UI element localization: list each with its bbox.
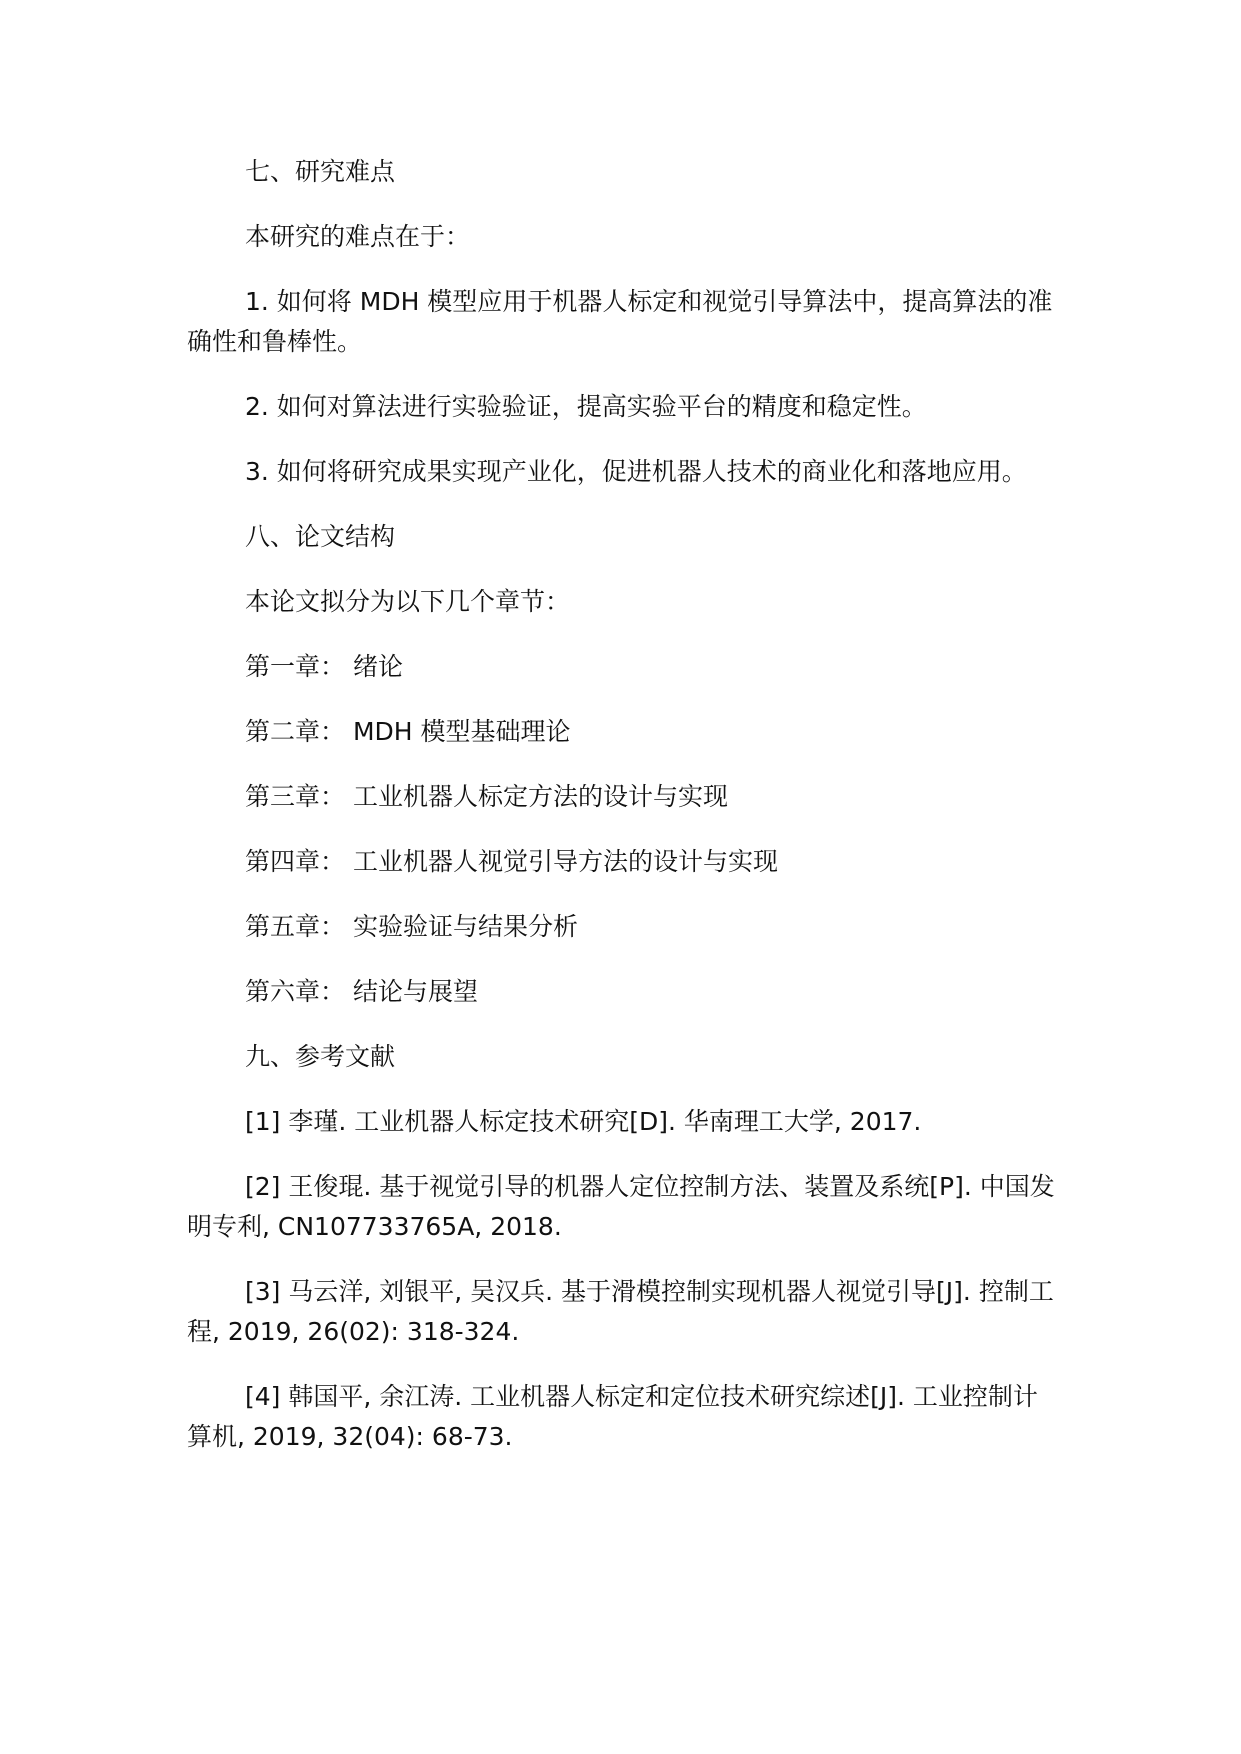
difficulty-item-1: 1. 如何将 MDH 模型应用于机器人标定和视觉引导算法中，提高算法的准确性和鲁棒性。 bbox=[187, 287, 1053, 356]
section-heading-references: 九、参考文献 bbox=[245, 1042, 396, 1071]
chapter-item-3: 第三章： 工业机器人标定方法的设计与实现 bbox=[245, 782, 728, 811]
reference-item-3: [3] 马云洋, 刘银平, 吴汉兵. 基于滑模控制实现机器人视觉引导[J]. 控制工程, 2019, 26(02): 318-324. bbox=[187, 1277, 1054, 1346]
reference-item-1: [1] 李瑾. 工业机器人标定技术研究[D]. 华南理工大学, 2017. bbox=[245, 1107, 922, 1136]
chapter-item-4: 第四章： 工业机器人视觉引导方法的设计与实现 bbox=[245, 847, 778, 876]
chapter-item-5: 第五章： 实验验证与结果分析 bbox=[245, 912, 578, 941]
chapter-item-6: 第六章： 结论与展望 bbox=[245, 977, 478, 1006]
section-heading-thesis-structure: 八、论文结构 bbox=[245, 522, 396, 551]
reference-item-2: [2] 王俊琨. 基于视觉引导的机器人定位控制方法、装置及系统[P]. 中国发明专利, CN107733765A, 2018. bbox=[187, 1172, 1055, 1241]
paragraph-structure-intro: 本论文拟分为以下几个章节： bbox=[245, 587, 571, 616]
document-body bbox=[187, 152, 1057, 1482]
difficulty-item-2: 2. 如何对算法进行实验验证，提高实验平台的精度和稳定性。 bbox=[245, 392, 927, 421]
difficulty-item-3: 3. 如何将研究成果实现产业化，促进机器人技术的商业化和落地应用。 bbox=[245, 457, 1027, 486]
chapter-item-2: 第二章： MDH 模型基础理论 bbox=[245, 717, 571, 746]
reference-item-4: [4] 韩国平, 余江涛. 工业机器人标定和定位技术研究综述[J]. 工业控制计算机, 2019, 32(04): 68-73. bbox=[187, 1382, 1038, 1451]
paragraph-difficulties-intro: 本研究的难点在于： bbox=[245, 222, 471, 251]
section-heading-research-difficulties: 七、研究难点 bbox=[245, 157, 396, 186]
chapter-item-1: 第一章： 绪论 bbox=[245, 652, 403, 681]
